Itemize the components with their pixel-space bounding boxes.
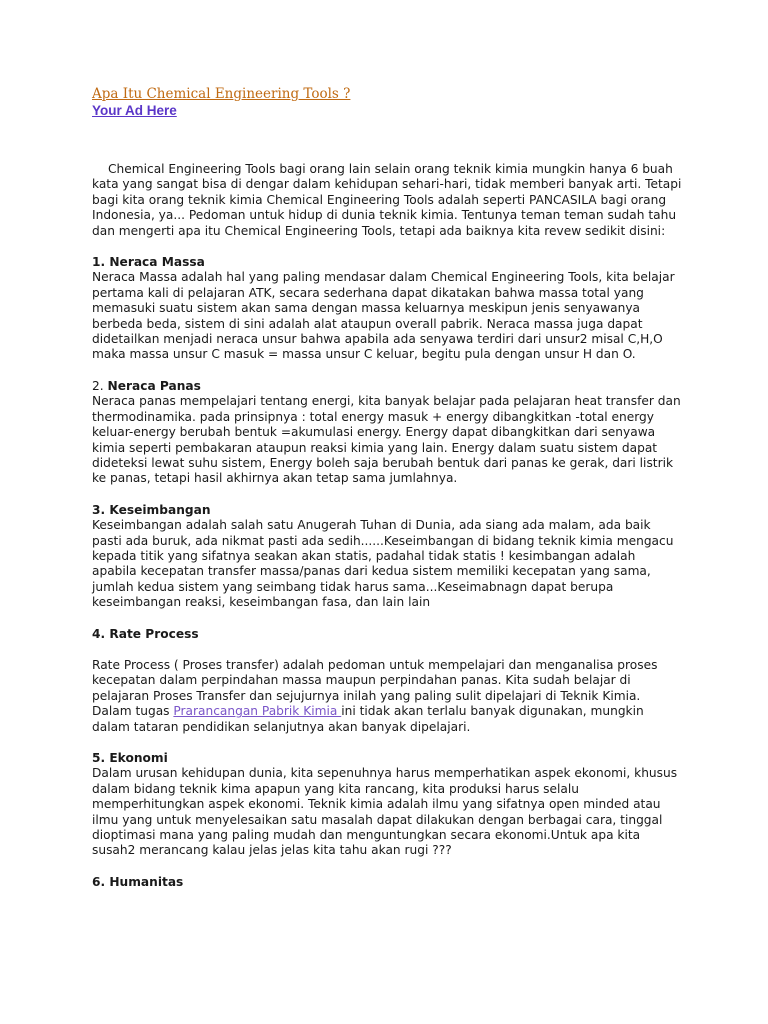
- section-humanitas: [92, 875, 682, 890]
- section-body: Dalam urusan kehidupan dunia, kita sepenuhnya harus memperhatikan aspek ekonomi, khusus dalam bidang teknik kima apapun yang kita rancang, kita produksi harus selalu memperhitungkan aspek ekonomi. Teknik kimia adalah ilmu yang sifatnya open minded atau ilmu yang untuk menyelesaikan satu masalah dapat dilakukan dengan berbagai cara, tinggal dioptimasi mana yang paling mudah dan menguntungkan secara ekonomi.Untuk apa kita susah2 merancang kalau jelas jelas kita tahu akan rugi ???: [92, 766, 678, 858]
- section-neraca-massa: [92, 255, 682, 363]
- body-text: Rate Process ( Proses transfer) adalah pedoman untuk mempelajari dan menganalisa proses kecepatan dalam perpindahan massa maupun perpindahan panas. Kita sudah belajar di pelajaran Proses Transfer dan sejujurnya inilah yang paling sulit dipelajari di Teknik Kimia. Dalam tugas: [92, 657, 658, 719]
- section-rate-process: [92, 627, 682, 735]
- article-title-link[interactable]: Apa Itu Chemical Engineering Tools ?: [92, 86, 351, 102]
- section-keseimbangan: [92, 503, 682, 611]
- section-heading: 5. Ekonomi: [92, 751, 168, 765]
- section-body: [92, 658, 682, 735]
- prarancangan-pabrik-kimia-link[interactable]: Prarancangan Pabrik Kimia: [173, 704, 342, 719]
- section-heading-text: Neraca Panas: [107, 378, 201, 393]
- document-page: [92, 86, 682, 890]
- section-heading: 6. Humanitas: [92, 874, 184, 889]
- blank-line: [92, 642, 682, 658]
- intro-paragraph: Chemical Engineering Tools bagi orang lain selain orang teknik kimia mungkin hanya 6 buah kata yang sangat bisa di dengar dalam kehidupan sehari-hari, tidak memberi banyak arti. Tetapi bagi kita orang teknik kimia Chemical Engineering Tools adalah seperti PANCASILA bagi orang Indonesia, ya... Pedoman untuk hidup di dunia teknik kimia. Tentunya teman teman sudah tahu dan mengerti apa itu Chemical Engineering Tools, tetapi ada baiknya kita revew sedikit disini:: [92, 162, 682, 238]
- section-heading: 4. Rate Process: [92, 626, 199, 641]
- section-number: 2.: [92, 378, 104, 393]
- section-heading: 3. Keseimbangan: [92, 502, 211, 517]
- section-neraca-panas: [92, 379, 682, 487]
- section-body: Keseimbangan adalah salah satu Anugerah Tuhan di Dunia, ada siang ada malam, ada baik pasti ada buruk, ada nikmat pasti ada sedih......Keseimbangan di bidang teknik kimia mengacu kepada titik yang sifatnya seakan akan statis, padahal tidak statis ! kesimbangan adalah apabila kecepatan transfer massa/panas dari kedua sistem memiliki kecepatan yang sama, jumlah kedua sistem yang seimbang tidak harus sama...Keseimabnagn dapat berupa keseimbangan reaksi, keseimbangan fasa, dan lain lain: [92, 518, 674, 610]
- section-body: Neraca Massa adalah hal yang paling mendasar dalam Chemical Engineering Tools, kita belajar pertama kali di pelajaran ATK, secara sederhana dapat dikatakan bahwa massa total yang memasuki suatu sistem akan sama dengan massa keluarnya meskipun jenis senyawanya berbeda beda, sistem di sini adalah alat ataupun overall pabrik. Neraca massa juga dapat didetailkan menjadi neraca unsur bahwa apabila ada senyawa terdiri dari unsur2 misal C,H,O maka massa unsur C masuk = massa unsur C keluar, begitu pula dengan unsur H dan O.: [92, 270, 675, 362]
- body-text: ini tidak akan terlalu banyak digunakan, mungkin dalam tataran pendidikan selanjutnya akan banyak dipelajari.: [92, 704, 644, 734]
- section-ekonomi: [92, 751, 682, 859]
- section-body: Neraca panas mempelajari tentang energi, kita banyak belajar pada pelajaran heat transfer dan thermodinamika. pada prinsipnya : total energy masuk + energy dibangkitkan -total energy keluar-energy berubah bentuk =akumulasi energy. Energy dapat dibangkitkan dari senyawa kimia seperti pembakaran ataupun reaksi kimia yang lain. Energy dalam suatu sistem dapat dideteksi lewat suhu sistem, Energy boleh saja berubah bentuk dari panas ke gerak, dari listrik ke panas, tetapi hasil akhirnya akan tetap sama jumlahnya.: [92, 394, 681, 486]
- section-heading: 1. Neraca Massa: [92, 255, 205, 270]
- ad-link[interactable]: Your Ad Here: [92, 103, 177, 118]
- section-heading: [92, 379, 682, 394]
